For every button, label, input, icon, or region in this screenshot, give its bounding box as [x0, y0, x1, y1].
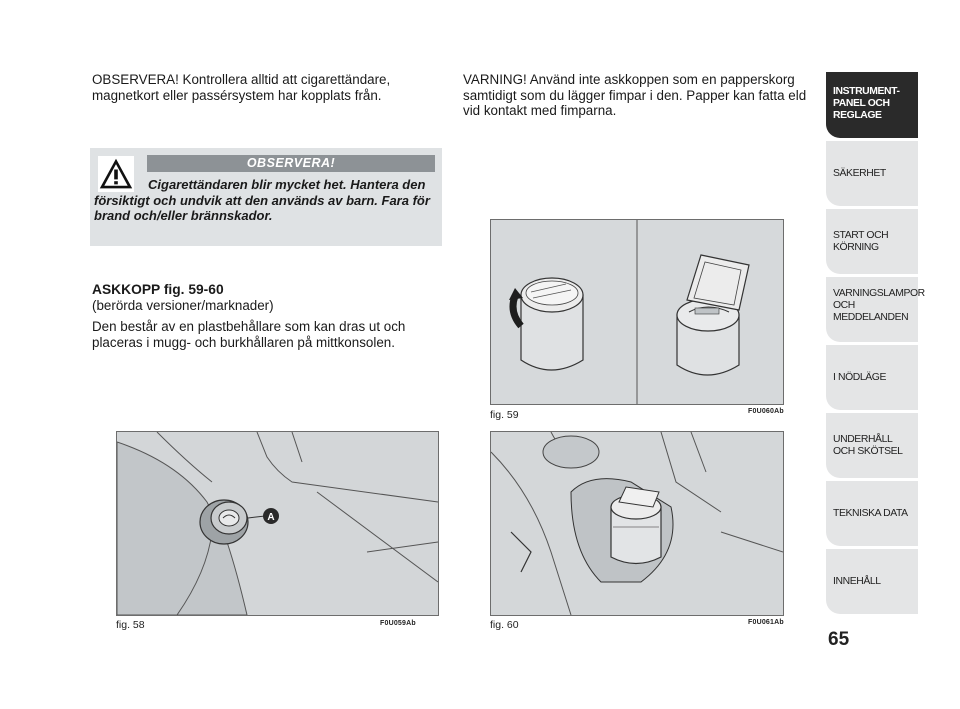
tab-label-line: VARNINGSLAMPOR — [833, 288, 925, 299]
figure-59-caption: fig. 59 — [490, 409, 519, 421]
tab-label-line: MEDDELANDEN — [833, 312, 909, 323]
tab-label-line: INSTRUMENT- — [833, 86, 900, 97]
tab-underhall[interactable] — [826, 413, 918, 478]
figure-60-caption: fig. 60 — [490, 619, 519, 631]
tab-tekniska-data[interactable] — [826, 481, 918, 546]
warning-text: Cigarettändaren blir mycket het. Hantera den försiktigt och undvik att den används av barn. Fara för brand och/eller brännskador. — [94, 177, 430, 223]
tab-innehall[interactable] — [826, 549, 918, 614]
warning-box — [90, 148, 442, 246]
tab-label-line: START OCH — [833, 230, 889, 241]
varning-note: VARNING! Använd inte askkoppen som en papperskorg samtidigt som du lägger fimpar i den. Papper kan fatta eld vid kontakt med fimparna. — [463, 72, 807, 118]
observera-note: OBSERVERA! Kontrollera alltid att cigarettändare, magnetkort eller passérsystem har kopplats från. — [92, 72, 391, 103]
tab-label-line: OCH — [833, 300, 855, 311]
figure-59-illustration — [490, 219, 784, 405]
tab-label-line: KÖRNING — [833, 242, 879, 253]
tab-varningslampor[interactable] — [826, 277, 925, 342]
tab-sakerhet[interactable] — [826, 141, 918, 206]
figure-59-code: F0U060Ab — [748, 408, 784, 415]
tab-label-line: I NÖDLÄGE — [833, 372, 886, 383]
page-number: 65 — [828, 629, 850, 650]
figure-60-code: F0U061Ab — [748, 619, 784, 626]
callout-a-label: A — [267, 512, 275, 523]
section-heading: ASKKOPP fig. 59-60 — [92, 282, 224, 297]
tab-i-nodlage[interactable] — [826, 345, 918, 410]
tab-label-line: INNEHÅLL — [833, 576, 881, 587]
tab-start-och-korning[interactable] — [826, 209, 918, 274]
section-subheading: (berörda versioner/marknader) — [92, 298, 274, 313]
figure-58-caption: fig. 58 — [116, 619, 145, 631]
tab-label-line: UNDERHÅLL — [833, 434, 893, 445]
tab-label-line: TEKNISKA DATA — [833, 508, 908, 519]
tab-label-line: SÄKERHET — [833, 168, 886, 179]
figure-58-illustration — [116, 431, 439, 616]
figure-58-code: F0U059Ab — [380, 620, 416, 627]
tab-label-line: PANEL OCH — [833, 98, 890, 109]
tab-label-line: OCH SKÖTSEL — [833, 446, 903, 457]
warning-banner: OBSERVERA! — [147, 155, 435, 172]
tab-instrumentpanel-active[interactable] — [826, 72, 918, 138]
figure-60-illustration — [490, 431, 784, 616]
section-body: Den består av en plastbehållare som kan dras ut och placeras i mugg- och burkhållaren på mittkonsolen. — [92, 319, 406, 350]
tab-label-line: REGLAGE — [833, 110, 882, 121]
